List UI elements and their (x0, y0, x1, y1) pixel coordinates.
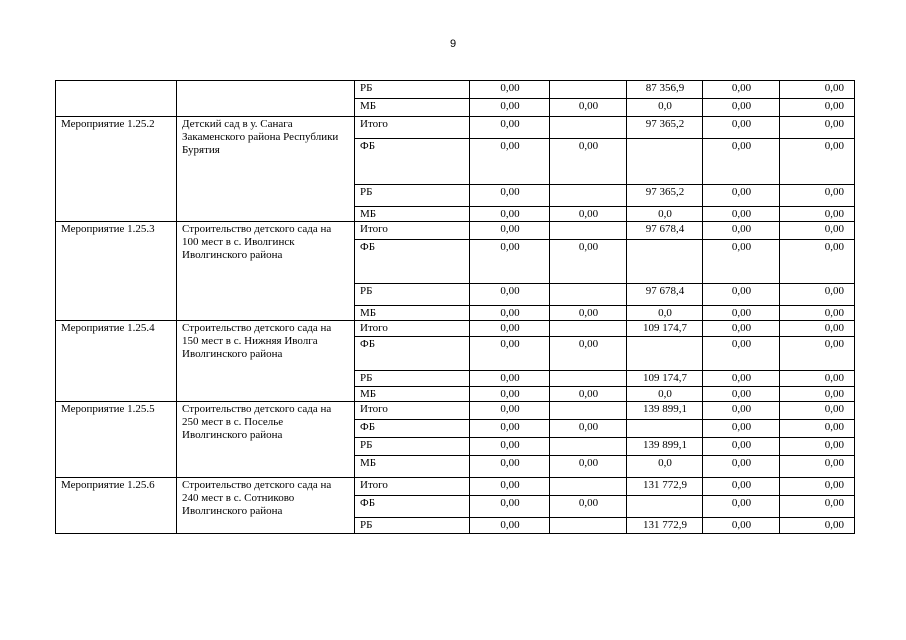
value-cell: 0,00 (780, 371, 855, 387)
value-cell (627, 337, 703, 371)
value-cell: 0,00 (703, 185, 780, 207)
value-cell: 0,00 (703, 99, 780, 117)
object-cell: Строительство детского сада на 150 мест в с. Нижняя Иволга Иволгинского района (177, 321, 355, 402)
value-cell: 0,00 (550, 456, 627, 478)
value-cell (550, 321, 627, 337)
source-cell: ФБ (355, 337, 470, 371)
value-cell: 0,00 (470, 306, 550, 321)
value-cell: 0,00 (470, 139, 550, 185)
value-cell: 0,00 (780, 402, 855, 420)
page-number: 9 (449, 38, 457, 50)
measure-cell: Мероприятие 1.25.3 (56, 222, 177, 321)
value-cell: 0,00 (703, 496, 780, 518)
value-cell: 0,00 (780, 306, 855, 321)
value-cell: 0,00 (703, 420, 780, 438)
value-cell: 0,00 (470, 284, 550, 306)
value-cell: 0,0 (627, 207, 703, 222)
value-cell (550, 371, 627, 387)
value-cell: 0,00 (550, 387, 627, 402)
value-cell: 0,00 (470, 496, 550, 518)
value-cell (550, 402, 627, 420)
value-cell: 0,00 (703, 337, 780, 371)
value-cell: 0,00 (780, 387, 855, 402)
table-row (56, 402, 855, 420)
value-cell (550, 81, 627, 99)
source-cell: ФБ (355, 240, 470, 284)
value-cell: 131 772,9 (627, 478, 703, 496)
value-cell: 0,0 (627, 387, 703, 402)
value-cell: 0,00 (550, 99, 627, 117)
value-cell: 0,00 (470, 371, 550, 387)
value-cell: 109 174,7 (627, 371, 703, 387)
value-cell (627, 139, 703, 185)
source-cell: РБ (355, 284, 470, 306)
source-cell: Итого (355, 222, 470, 240)
value-cell: 0,00 (550, 496, 627, 518)
value-cell: 0,00 (470, 207, 550, 222)
value-cell: 0,00 (780, 81, 855, 99)
value-cell: 0,00 (780, 117, 855, 139)
value-cell: 0,00 (780, 496, 855, 518)
value-cell: 0,00 (470, 420, 550, 438)
value-cell: 0,00 (470, 240, 550, 284)
value-cell: 0,0 (627, 306, 703, 321)
source-cell: ФБ (355, 420, 470, 438)
value-cell: 0,00 (470, 185, 550, 207)
value-cell: 0,00 (780, 321, 855, 337)
value-cell: 0,00 (780, 222, 855, 240)
value-cell: 0,00 (470, 222, 550, 240)
value-cell: 0,00 (703, 518, 780, 534)
source-cell: МБ (355, 99, 470, 117)
value-cell (550, 185, 627, 207)
source-cell: РБ (355, 518, 470, 534)
value-cell: 0,00 (703, 402, 780, 420)
value-cell: 0,00 (470, 99, 550, 117)
value-cell: 0,00 (470, 387, 550, 402)
measure-cell: Мероприятие 1.25.4 (56, 321, 177, 402)
value-cell: 0,00 (703, 306, 780, 321)
value-cell: 0,00 (703, 321, 780, 337)
value-cell (627, 420, 703, 438)
value-cell: 0,00 (470, 402, 550, 420)
source-cell: Итого (355, 478, 470, 496)
value-cell: 139 899,1 (627, 438, 703, 456)
table-row (56, 81, 855, 99)
measure-cell (56, 81, 177, 117)
object-cell (177, 81, 355, 117)
source-cell: МБ (355, 306, 470, 321)
measure-cell: Мероприятие 1.25.2 (56, 117, 177, 222)
measure-cell: Мероприятие 1.25.5 (56, 402, 177, 478)
value-cell: 0,00 (550, 420, 627, 438)
budget-table (55, 80, 855, 534)
value-cell (627, 496, 703, 518)
value-cell (550, 284, 627, 306)
value-cell: 0,00 (780, 337, 855, 371)
object-cell: Строительство детского сада на 100 мест в с. Иволгинск Иволгинского района (177, 222, 355, 321)
value-cell: 0,00 (780, 207, 855, 222)
value-cell: 0,00 (703, 438, 780, 456)
measure-cell: Мероприятие 1.25.6 (56, 478, 177, 534)
value-cell: 0,00 (470, 456, 550, 478)
value-cell: 0,00 (780, 420, 855, 438)
value-cell: 0,00 (703, 222, 780, 240)
value-cell: 0,00 (703, 371, 780, 387)
value-cell: 0,00 (780, 438, 855, 456)
object-cell: Детский сад в у. Санага Закаменского района Республики Бурятия (177, 117, 355, 222)
value-cell: 0,0 (627, 99, 703, 117)
value-cell: 0,00 (703, 478, 780, 496)
value-cell: 0,00 (780, 240, 855, 284)
value-cell: 0,00 (780, 139, 855, 185)
value-cell: 0,00 (470, 337, 550, 371)
value-cell: 97 365,2 (627, 185, 703, 207)
value-cell (550, 478, 627, 496)
value-cell: 97 365,2 (627, 117, 703, 139)
table-row (56, 117, 855, 139)
value-cell: 0,00 (470, 321, 550, 337)
source-cell: ФБ (355, 139, 470, 185)
value-cell: 0,00 (703, 207, 780, 222)
value-cell (550, 222, 627, 240)
value-cell: 109 174,7 (627, 321, 703, 337)
value-cell: 0,00 (780, 518, 855, 534)
value-cell: 0,00 (550, 306, 627, 321)
value-cell: 0,00 (703, 456, 780, 478)
table-row (56, 321, 855, 337)
source-cell: Итого (355, 321, 470, 337)
value-cell: 0,00 (780, 99, 855, 117)
source-cell: Итого (355, 402, 470, 420)
value-cell: 139 899,1 (627, 402, 703, 420)
value-cell: 0,00 (550, 240, 627, 284)
value-cell: 0,00 (470, 81, 550, 99)
value-cell: 0,00 (550, 207, 627, 222)
source-cell: ФБ (355, 496, 470, 518)
value-cell: 0,00 (703, 81, 780, 99)
value-cell: 0,00 (703, 139, 780, 185)
value-cell: 0,00 (780, 456, 855, 478)
object-cell: Строительство детского сада на 250 мест в с. Поселье Иволгинского района (177, 402, 355, 478)
source-cell: МБ (355, 387, 470, 402)
source-cell: РБ (355, 438, 470, 456)
value-cell: 0,00 (470, 518, 550, 534)
source-cell: МБ (355, 456, 470, 478)
source-cell: РБ (355, 371, 470, 387)
value-cell: 0,00 (703, 284, 780, 306)
value-cell (550, 518, 627, 534)
value-cell: 0,00 (703, 387, 780, 402)
value-cell: 0,00 (470, 478, 550, 496)
value-cell: 0,00 (703, 240, 780, 284)
value-cell (550, 117, 627, 139)
value-cell: 0,00 (550, 337, 627, 371)
value-cell (550, 438, 627, 456)
value-cell: 131 772,9 (627, 518, 703, 534)
source-cell: РБ (355, 185, 470, 207)
source-cell: МБ (355, 207, 470, 222)
source-cell: Итого (355, 117, 470, 139)
value-cell: 0,00 (550, 139, 627, 185)
value-cell: 0,00 (780, 185, 855, 207)
value-cell: 97 678,4 (627, 284, 703, 306)
table-row (56, 478, 855, 496)
value-cell: 0,00 (470, 117, 550, 139)
value-cell: 97 678,4 (627, 222, 703, 240)
value-cell: 0,00 (780, 284, 855, 306)
table-row (56, 222, 855, 240)
value-cell: 0,00 (470, 438, 550, 456)
value-cell: 0,00 (703, 117, 780, 139)
source-cell: РБ (355, 81, 470, 99)
value-cell: 87 356,9 (627, 81, 703, 99)
object-cell: Строительство детского сада на 240 мест в с. Сотниково Иволгинского района (177, 478, 355, 534)
value-cell: 0,0 (627, 456, 703, 478)
value-cell (627, 240, 703, 284)
value-cell: 0,00 (780, 478, 855, 496)
